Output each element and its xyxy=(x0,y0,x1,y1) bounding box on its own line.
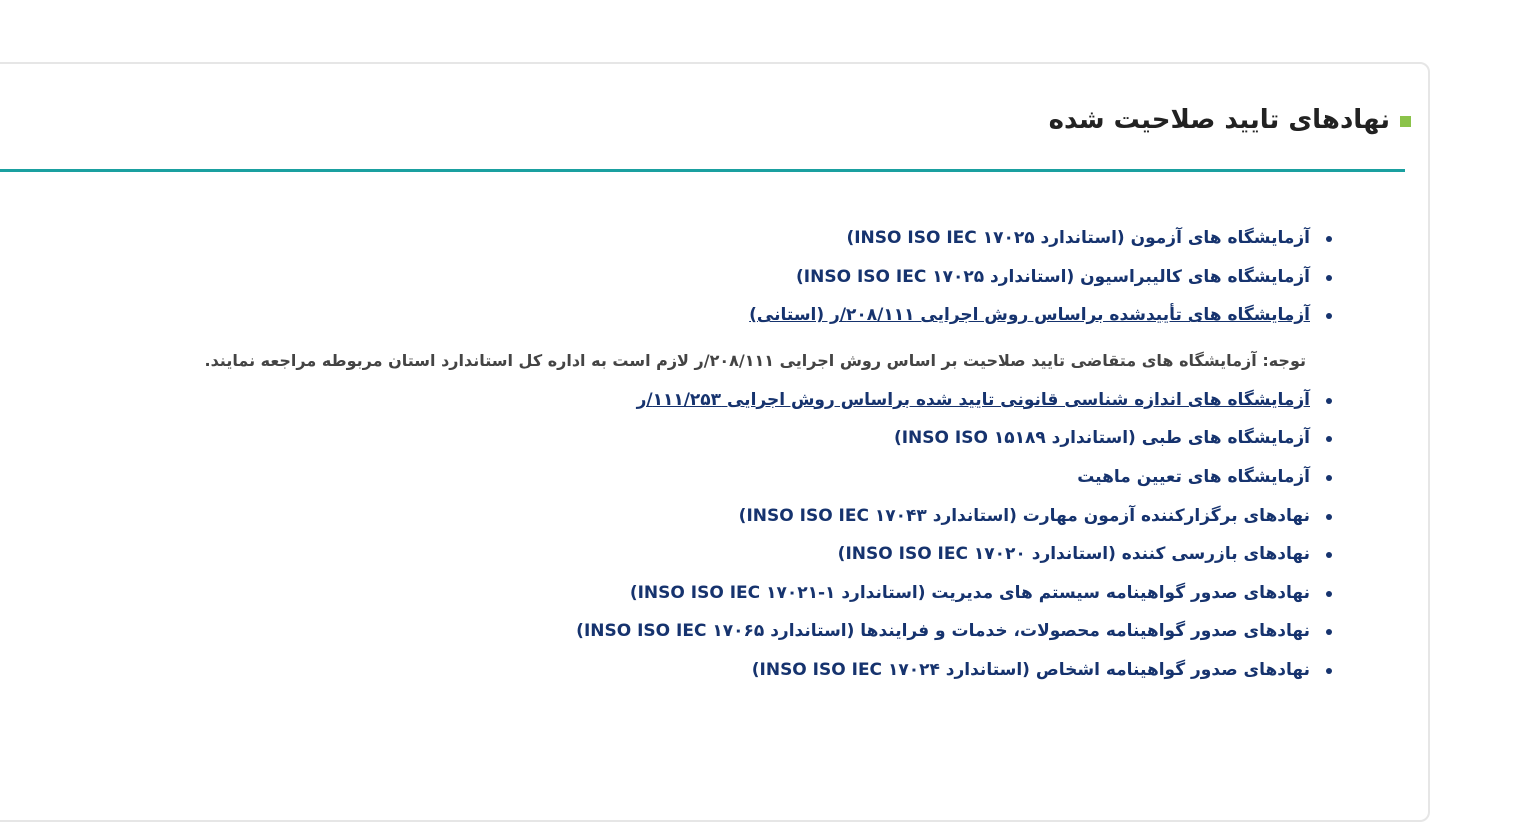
link-calibration-labs[interactable]: آزمایشگاه های کالیبراسیون (استاندارد ۱۷۰۲۵ INSO ISO IEC) xyxy=(796,266,1310,287)
link-testing-labs[interactable]: آزمایشگاه های آزمون (استاندارد ۱۷۰۲۵ INSO ISO IEC) xyxy=(846,228,1310,248)
link-management-systems[interactable]: نهادهای صدور گواهینامه سیستم های مدیریت (استاندارد ۱-۱۷۰۲۱ INSO ISO IEC) xyxy=(629,582,1310,603)
list-item-product-certification[interactable] xyxy=(40,615,1336,654)
list-item-management-systems[interactable] xyxy=(40,577,1336,616)
link-product-certification[interactable]: نهادهای صدور گواهینامه محصولات، خدمات و فرایندها (استاندارد ۱۷۰۶۵ INSO ISO IEC) xyxy=(576,621,1310,642)
header-divider xyxy=(0,169,1405,172)
list-item-identification-labs[interactable] xyxy=(40,461,1336,500)
link-provincial-labs[interactable]: آزمایشگاه های تأییدشده براساس روش اجرایی ۲۰۸/۱۱۱/ر (استانی) xyxy=(749,305,1310,326)
list-item-calibration-labs[interactable] xyxy=(40,261,1336,300)
list-item-proficiency-testing[interactable] xyxy=(40,500,1336,539)
list-item-testing-labs[interactable] xyxy=(40,222,1336,261)
link-identification-labs[interactable]: آزمایشگاه های تعیین ماهیت xyxy=(1077,466,1310,487)
link-medical-labs[interactable]: آزمایشگاه های طبی (استاندارد ۱۵۱۸۹ INSO ISO) xyxy=(893,428,1310,449)
green-square-icon xyxy=(1400,116,1411,127)
list-item-inspection-bodies[interactable] xyxy=(40,538,1336,577)
list-item-metrology-labs[interactable] xyxy=(40,384,1336,423)
list-item-person-certification[interactable] xyxy=(40,654,1336,693)
link-inspection-bodies[interactable]: نهادهای بازرسی کننده (استاندارد ۱۷۰۲۰ INSO ISO IEC) xyxy=(837,544,1310,565)
list-item-provincial-labs[interactable] xyxy=(40,299,1336,338)
list-content xyxy=(40,222,1336,693)
section-title: نهادهای تایید صلاحیت شده xyxy=(1048,105,1390,135)
bottom-list xyxy=(40,384,1336,693)
link-metrology-labs[interactable]: آزمایشگاه های اندازه شناسی قانونی تایید شده براساس روش اجرایی ۱۱۱/۲۵۳/ر xyxy=(636,389,1310,410)
top-list xyxy=(40,222,1336,338)
section-header xyxy=(1049,102,1411,138)
list-item-medical-labs[interactable] xyxy=(40,422,1336,461)
link-proficiency-testing[interactable]: نهادهای برگزارکننده آزمون مهارت (استاندارد ۱۷۰۴۳ INSO ISO IEC) xyxy=(738,505,1310,526)
note-text: توجه: آزمایشگاه های متقاضی تایید صلاحیت بر اساس روش اجرایی ۲۰۸/۱۱۱/ر لازم است به اداره کل استاندارد استان مربوطه مراجعه نمایند. xyxy=(204,350,1306,370)
link-person-certification[interactable]: نهادهای صدور گواهینامه اشخاص (استاندارد ۱۷۰۲۴ INSO ISO IEC) xyxy=(751,659,1310,680)
